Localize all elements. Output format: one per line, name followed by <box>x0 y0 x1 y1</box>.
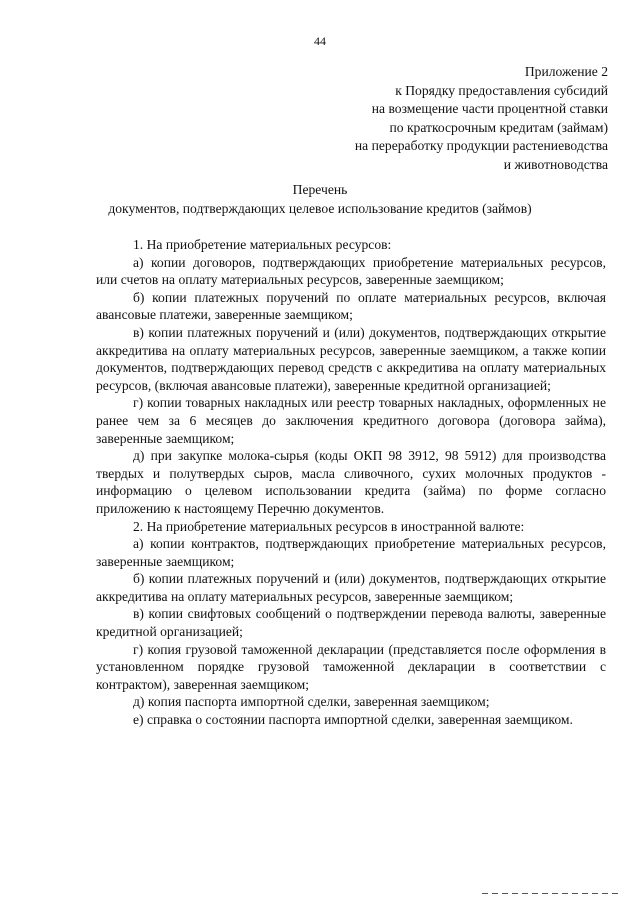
appendix-line: по краткосрочным кредитам (займам) <box>389 119 608 135</box>
list-item: в) копии свифтовых сообщений о подтверждении перевода валюты, заверенные кредитной организацией; <box>96 606 606 640</box>
appendix-line: и животноводства <box>503 156 608 172</box>
document-title <box>0 180 640 218</box>
section-heading: 2. На приобретение материальных ресурсов в иностранной валюте: <box>133 518 525 534</box>
list-item: а) копии договоров, подтверждающих приобретение материальных ресурсов, или счетов на оплату материальных ресурсов, заверенные заемщиком; <box>96 254 606 288</box>
appendix-line: к Порядку предоставления субсидий <box>395 82 608 98</box>
scan-artifact-line <box>482 893 622 894</box>
subtitle-line: документов, подтверждающих целевое использование кредитов (займов) <box>108 201 532 216</box>
appendix-line: Приложение 2 <box>524 64 608 79</box>
list-item: г) копии товарных накладных или реестр товарных накладных, оформленных не ранее чем за 6 месяцев до заключения кредитного договора (договора займа), заверенные заемщиком; <box>96 395 606 446</box>
appendix-line: на переработку продукции растениеводства <box>354 138 608 154</box>
title-line: Перечень <box>292 182 348 197</box>
list-item: а) копии контрактов, подтверждающих приобретение материальных ресурсов, заверенные заемщиком; <box>96 536 606 569</box>
list-item: в) копии платежных поручений и (или) документов, подтверждающих открытие аккредитива на оплату материальных ресурсов, заверенные заемщиком, а также копии документов, подтверждающих перевод средств с аккредитива на оплату материальных ресурсов, (включая авансовые платежи), заверенные кредитной организацией; <box>96 324 606 393</box>
appendix-line: на возмещение части процентной ставки <box>371 101 608 117</box>
appendix-header <box>355 63 608 175</box>
page-number: 44 <box>314 34 326 48</box>
document-body <box>96 236 606 729</box>
list-item: г) копия грузовой таможенной декларации (представляется после оформления в установленном порядке грузовой таможенной декларации в соответствии с контрактом), заверенная заемщиком; <box>96 641 606 692</box>
list-item: е) справка о состоянии паспорта импортной сделки, заверенная заемщиком. <box>133 712 573 728</box>
list-item: д) при закупке молока-сырья (коды ОКП 98 3912, 98 5912) для производства твердых и полутвердых сыров, масла сливочного, сухих молочных продуктов - информацию о целевом использовании кредита (займа) по форме согласно приложению к настоящему Перечню документов. <box>96 448 606 516</box>
list-item: б) копии платежных поручений по оплате материальных ресурсов, включая авансовые платежи, заверенные заемщиком; <box>96 289 606 323</box>
list-item: б) копии платежных поручений и (или) документов, подтверждающих открытие аккредитива на оплату материальных ресурсов, заверенные заемщиком; <box>96 571 606 604</box>
list-item: д) копия паспорта импортной сделки, заверенная заемщиком; <box>133 694 490 710</box>
section-heading: 1. На приобретение материальных ресурсов: <box>133 237 392 252</box>
